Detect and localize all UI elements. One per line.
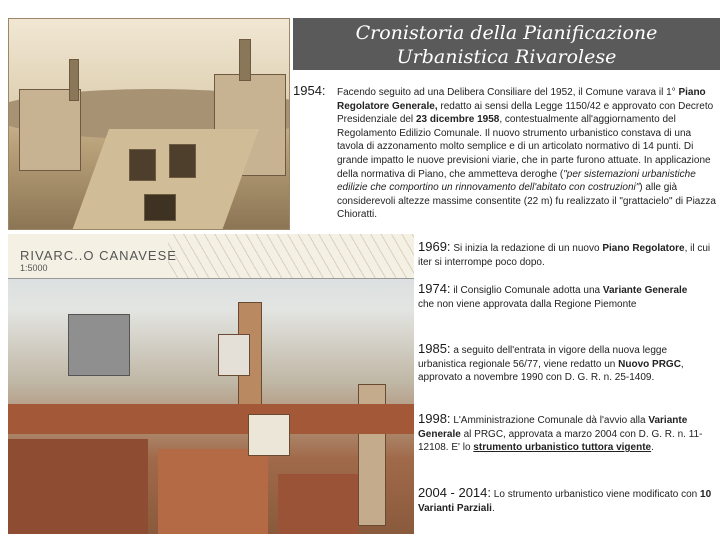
entry-text: il Consiglio Comunale adotta una xyxy=(453,285,603,296)
entry-text: Facendo seguito ad una Delibera Consiliare del 1952, il Comune varava il 1° xyxy=(337,87,676,98)
entry-quote: "per sistemazioni urbanistiche edilizie che comportino un rinnovamento dell'abitato con costruzioni" xyxy=(337,168,696,194)
entry-text: al PRGC, approvata a marzo 2004 con D. G. R. n. 11-12108. E' lo xyxy=(418,428,703,454)
entry-underlined: strumento urbanistico tuttora vigente xyxy=(473,442,652,454)
entry-highlight: 10 Varianti Parziali xyxy=(418,489,712,514)
entry-1969 xyxy=(418,240,718,269)
town-map xyxy=(8,234,414,279)
entry-highlight: Variante Generale xyxy=(418,415,688,440)
entry-year: 1985: xyxy=(418,341,451,356)
entry-1985 xyxy=(418,342,714,385)
title-line-2: Urbanistica Rivarolese xyxy=(396,46,617,68)
modern-town-photo xyxy=(8,234,414,534)
entry-year: 1954: xyxy=(293,83,326,98)
entry-highlight: Variante Generale xyxy=(602,285,688,296)
entry-text: Lo strumento urbanistico viene modificato con xyxy=(493,489,701,500)
entry-text: a seguito dell'entrata in vigore della nuova legge urbanistica regionale 56/77, viene redatto un xyxy=(418,345,668,370)
entry-text: . xyxy=(651,442,654,454)
title-line-1: Cronistoria della Pianificazione xyxy=(355,22,658,44)
map-scale: 1:5000 xyxy=(20,263,48,273)
entry-text: Si inizia la redazione di un nuovo xyxy=(453,243,603,254)
entry-highlight: Piano Regolatore Generale, xyxy=(337,87,706,112)
entry-text: redatto ai sensi della Legge 1150/42 e approvato con Decreto Presidenziale del xyxy=(337,100,714,126)
entry-text: , il cui iter si interrompe poco dopo. xyxy=(418,243,711,268)
entry-year: 2004 - 2014: xyxy=(418,485,492,500)
entry-2004-2014 xyxy=(418,486,716,515)
entry-1974 xyxy=(418,282,688,311)
entry-year: 1998: xyxy=(418,411,451,426)
entry-year: 1969: xyxy=(418,239,451,254)
entry-text: che non viene approvata dalla Regione Piemonte xyxy=(418,298,637,310)
entry-text: . xyxy=(491,502,495,514)
entry-highlight: Nuovo PRGC xyxy=(618,358,681,370)
page-title xyxy=(293,18,720,70)
entry-text: ) alle già considerevoli altezze massime consentite (22 m) fu realizzato il "grattacielo" di Piazza Chioratti. xyxy=(337,182,716,221)
entry-text: , contestualmente all'aggiornamento del Regolamento Edilizio Comunale. Il nuovo strumento urbanistico constava di una tavola di azzonamento molto semplice e di un articolato normativo di 14 punti. Di grande impatto le nuove previsioni viarie, che in parte furono attuate. In applicazione della normativa di Piano, che ammetteva deroghe ( xyxy=(337,114,711,180)
entry-1998 xyxy=(418,412,714,455)
entry-highlight: 23 dicembre 1958 xyxy=(415,114,500,126)
entry-text: , approvato a novembre 1990 con D. G. R. n. 25-1409. xyxy=(418,358,684,384)
entry-1954 xyxy=(293,83,717,222)
entry-year: 1974: xyxy=(418,281,451,296)
historic-street-photo xyxy=(8,18,290,230)
map-title: RIVARC..O CANAVESE xyxy=(20,248,177,263)
entry-text: L'Amministrazione Comunale dà l'avvio alla xyxy=(453,415,649,426)
entry-highlight: Piano Regolatore xyxy=(602,243,685,254)
